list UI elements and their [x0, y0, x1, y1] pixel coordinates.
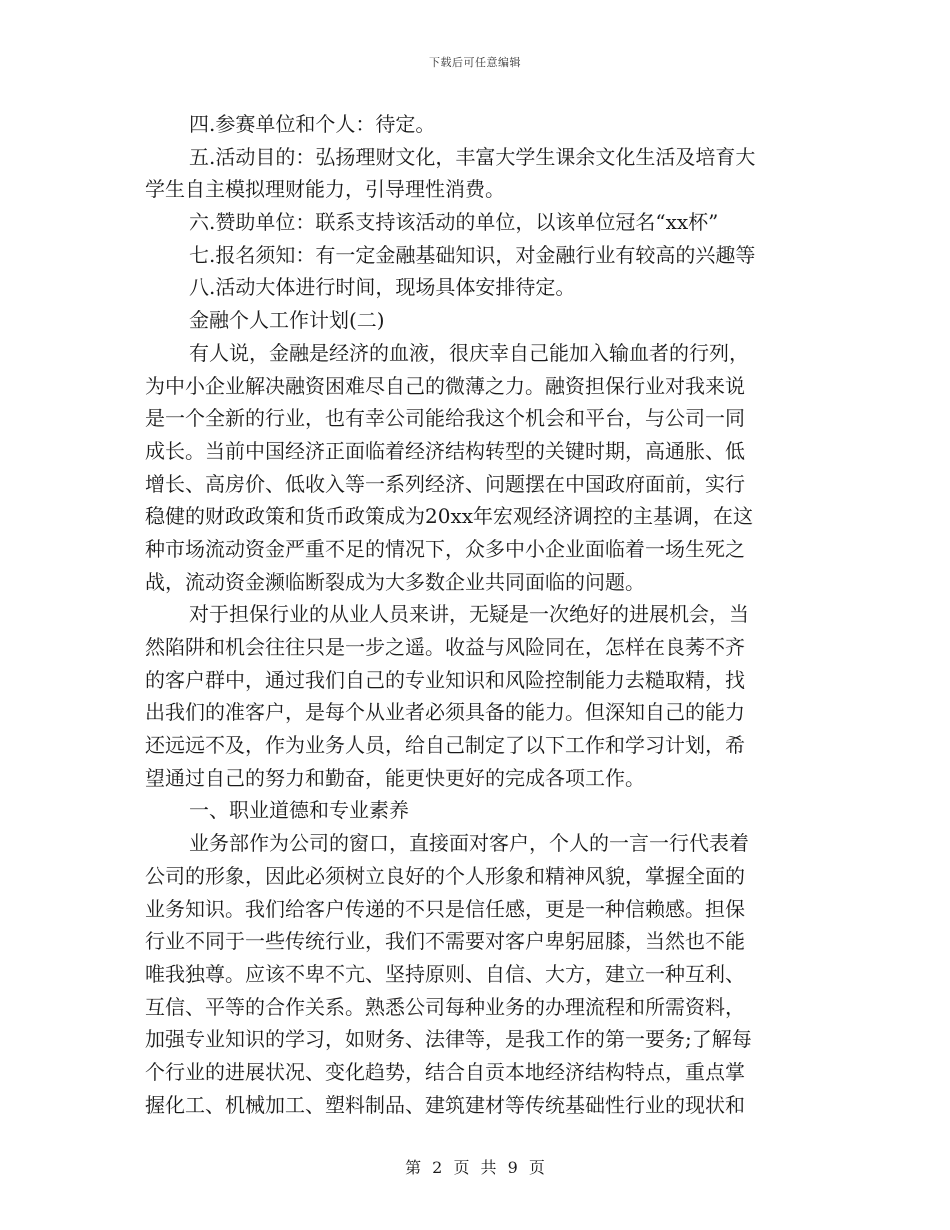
text-line: 为中小企业解决融资困难尽自己的微薄之力。融资担保行业对我来说	[145, 373, 745, 398]
text-line: 加强专业知识的学习，如财务、法律等，是我工作的第一要务;了解每	[145, 1027, 752, 1052]
text-line: 增长、高房价、低收入等一系列经济、问题摆在中国政府面前，实行	[145, 471, 745, 496]
document-body	[145, 108, 805, 1121]
text-line: 金融个人工作计划(二)	[189, 308, 385, 333]
text-line: 成长。当前中国经济正面临着经济结构转型的关键时期，高通胀、低	[145, 438, 745, 463]
text-line: 学生自主模拟理财能力，引导理性消费。	[145, 177, 505, 202]
text-line: 业务部作为公司的窗口，直接面对客户，个人的一言一行代表着	[189, 831, 749, 856]
text-line: 有人说，金融是经济的血液，很庆幸自己能加入输血者的行列，	[189, 340, 749, 365]
text-line: 战，流动资金濒临断裂成为大多数企业共同面临的问题。	[145, 569, 645, 594]
text-line: 八.活动大体进行时间，现场具体安排待定。	[189, 275, 576, 300]
text-line: 种市场流动资金严重不足的情况下，众多中小企业面临着一场生死之	[145, 536, 745, 561]
text-line: 握化工、机械加工、塑料制品、建筑建材等传统基础性行业的现状和	[145, 1092, 745, 1117]
text-line: 公司的形象，因此必须树立良好的个人形象和精神风貌，掌握全面的	[145, 863, 745, 888]
text-line: 五.活动目的：弘扬理财文化，丰富大学生课余文化生活及培育大	[189, 144, 756, 169]
text-line: 一、职业道德和专业素养	[189, 798, 409, 823]
text-line: 出我们的准客户，是每个从业者必须具备的能力。但深知自己的能力	[145, 700, 745, 725]
text-line: 稳健的财政政策和货币政策成为20xx年宏观经济调控的主基调，在这	[145, 504, 754, 529]
text-line: 七.报名须知：有一定金融基础知识，对金融行业有较高的兴趣等	[189, 242, 756, 267]
text-line: 六.赞助单位：联系支持该活动的单位，以该单位冠名“xx杯”	[189, 210, 719, 235]
text-line: 四.参赛单位和个人：待定。	[189, 112, 436, 136]
text-line: 的客户群中，通过我们自己的专业知识和风险控制能力去糙取精，找	[145, 667, 745, 692]
text-line: 行业不同于一些传统行业，我们不需要对客户卑躬屈膝，当然也不能	[145, 929, 745, 954]
text-line: 还远远不及，作为业务人员，给自己制定了以下工作和学习计划，希	[145, 733, 745, 758]
page-footer: 第 2 页 共 9 页	[405, 1158, 545, 1177]
text-line: 望通过自己的努力和勤奋，能更快更好的完成各项工作。	[145, 765, 645, 790]
text-line: 然陷阱和机会往往只是一步之遥。收益与风险同在，怎样在良莠不齐	[145, 635, 745, 659]
text-line: 业务知识。我们给客户传递的不只是信任感，更是一种信赖感。担保	[145, 896, 745, 921]
text-line: 是一个全新的行业，也有幸公司能给我这个机会和平台，与公司一同	[145, 406, 745, 431]
text-line: 唯我独尊。应该不卑不亢、坚持原则、自信、大方，建立一种互利、	[145, 961, 745, 986]
page-header: 下载后可任意编辑	[429, 56, 521, 69]
text-line: 互信、平等的合作关系。熟悉公司每种业务的办理流程和所需资料，	[145, 994, 745, 1019]
text-line: 对于担保行业的从业人员来讲，无疑是一次绝好的进展机会，当	[189, 602, 749, 627]
text-line: 个行业的进展状况、变化趋势，结合自贡本地经济结构特点，重点掌	[145, 1059, 745, 1084]
